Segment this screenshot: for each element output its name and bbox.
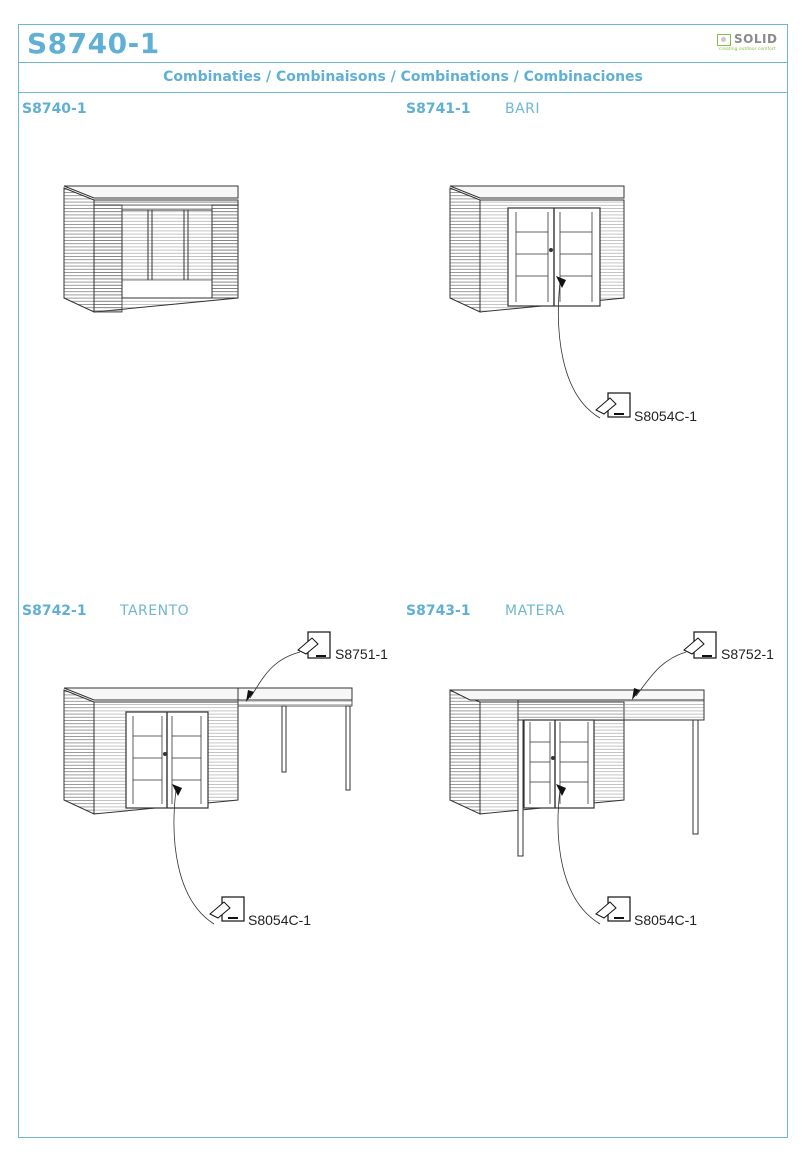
- shed-matera-illustration: [450, 632, 716, 924]
- ref-s8054c-matera: S8054C-1: [634, 912, 698, 928]
- panel-name-bari: BARI: [505, 101, 541, 117]
- shed-tarento-illustration: [64, 632, 352, 924]
- ref-s8752: S8752-1: [721, 646, 774, 662]
- manual-icon: [298, 632, 330, 658]
- ref-s8751: S8751-1: [335, 646, 388, 662]
- ref-s8054c-tarento: S8054C-1: [248, 912, 312, 928]
- logo-text: SOLID: [734, 32, 778, 46]
- panel-code-s8740: S8740-1: [22, 101, 87, 117]
- manual-icon: [596, 897, 630, 921]
- manual-icon: [684, 632, 716, 658]
- panel-name-tarento: TARENTO: [120, 603, 190, 619]
- section-title: Combinaties / Combinaisons / Combinations / Combinaciones: [163, 69, 643, 85]
- shed-open-illustration: [64, 186, 238, 312]
- document-title: S8740-1: [27, 27, 160, 60]
- panel-name-matera: MATERA: [505, 603, 565, 619]
- logo-tagline: creating outdoor comfort: [719, 47, 776, 52]
- manual-icon: [210, 897, 244, 921]
- ref-s8054c-bari: S8054C-1: [634, 408, 698, 424]
- panel-code-s8741: S8741-1: [406, 101, 471, 117]
- shed-bari-illustration: [450, 186, 630, 418]
- panel-code-s8743: S8743-1: [406, 603, 471, 619]
- manual-icon: [596, 393, 630, 417]
- panel-code-s8742: S8742-1: [22, 603, 87, 619]
